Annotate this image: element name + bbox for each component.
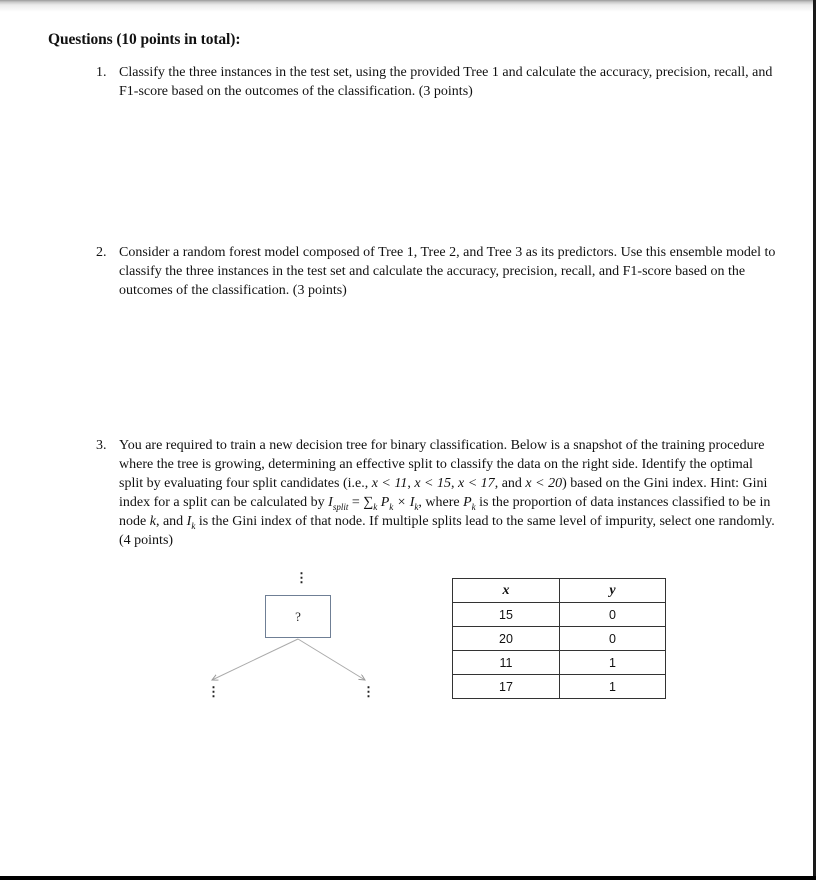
- table-row: [453, 651, 666, 675]
- page-top-shadow: [0, 0, 816, 12]
- split-candidate: x < 11: [371, 476, 408, 491]
- question-text: Consider a random forest model composed of Tree 1, Tree 2, and Tree 3 as its predictors. Use this ensemble model to classify the three instances in the test set and calculate the accuracy, precision, recall, and F1-score based on the outcomes of the classification. (3 points): [119, 245, 776, 298]
- question-text: Classify the three instances in the test set, using the provided Tree 1 and calculate the accuracy, precision, recall, and F1-score based on the outcomes of the classification. (3 points): [119, 65, 773, 99]
- cell-x: 11: [453, 651, 560, 675]
- split-node: ?: [265, 595, 331, 638]
- split-candidate: x < 20: [525, 476, 563, 491]
- question-number: 3.: [96, 438, 107, 453]
- decision-tree-diagram: [195, 572, 395, 712]
- left-branch-arrow: [212, 639, 298, 680]
- question-text: You are required to train a new decision tree for binary classification. Below is a snapshot of the training procedure where the tree is growing, determining an effective split to classify the data on the right side. Identify the optimal split by evaluating four split candidates (i.e., x < 11, x < 15, x < 17, and x < 20) based on the Gini index. Hint: Gini index for a split can be calculated by $I_{split} = \sum_k$ $P_k \times I_k$, where $P_k$ is the proportion of data instances classified to be in node k, and $I_k$ is the Gini index of that node. If multiple splits lead to the same level of impurity, select one randomly. (4 points): [119, 438, 775, 548]
- cell-y: 1: [560, 651, 666, 675]
- split-candidate: x < 15: [414, 476, 452, 491]
- cell-y: 0: [560, 627, 666, 651]
- left-child-continuation-icon: ⋮: [207, 684, 220, 699]
- split-candidate: x < 17: [458, 476, 495, 491]
- cell-y: 1: [560, 675, 666, 699]
- training-data-table: [452, 578, 666, 699]
- question-number: 2.: [96, 245, 107, 260]
- questions-heading: Questions (10 points in total):: [48, 31, 241, 48]
- page-bottom-edge: [0, 876, 816, 880]
- parent-continuation-icon: ⋮: [295, 570, 308, 585]
- right-branch-arrow: [298, 639, 365, 680]
- table-row: [453, 627, 666, 651]
- cell-x: 15: [453, 603, 560, 627]
- question-2: [96, 243, 776, 300]
- question-1: [96, 63, 776, 101]
- question-3: [96, 436, 776, 550]
- cell-y: 0: [560, 603, 666, 627]
- table-header-row: [453, 579, 666, 603]
- column-header-y: y: [560, 579, 666, 603]
- column-header-x: x: [453, 579, 560, 603]
- question-number: 1.: [96, 65, 107, 80]
- gini-formula: $I_{split} = \sum_k$ $P_k \times I_k$: [328, 495, 419, 512]
- cell-x: 17: [453, 675, 560, 699]
- right-child-continuation-icon: ⋮: [362, 684, 375, 699]
- table-row: [453, 675, 666, 699]
- cell-x: 20: [453, 627, 560, 651]
- table-row: [453, 603, 666, 627]
